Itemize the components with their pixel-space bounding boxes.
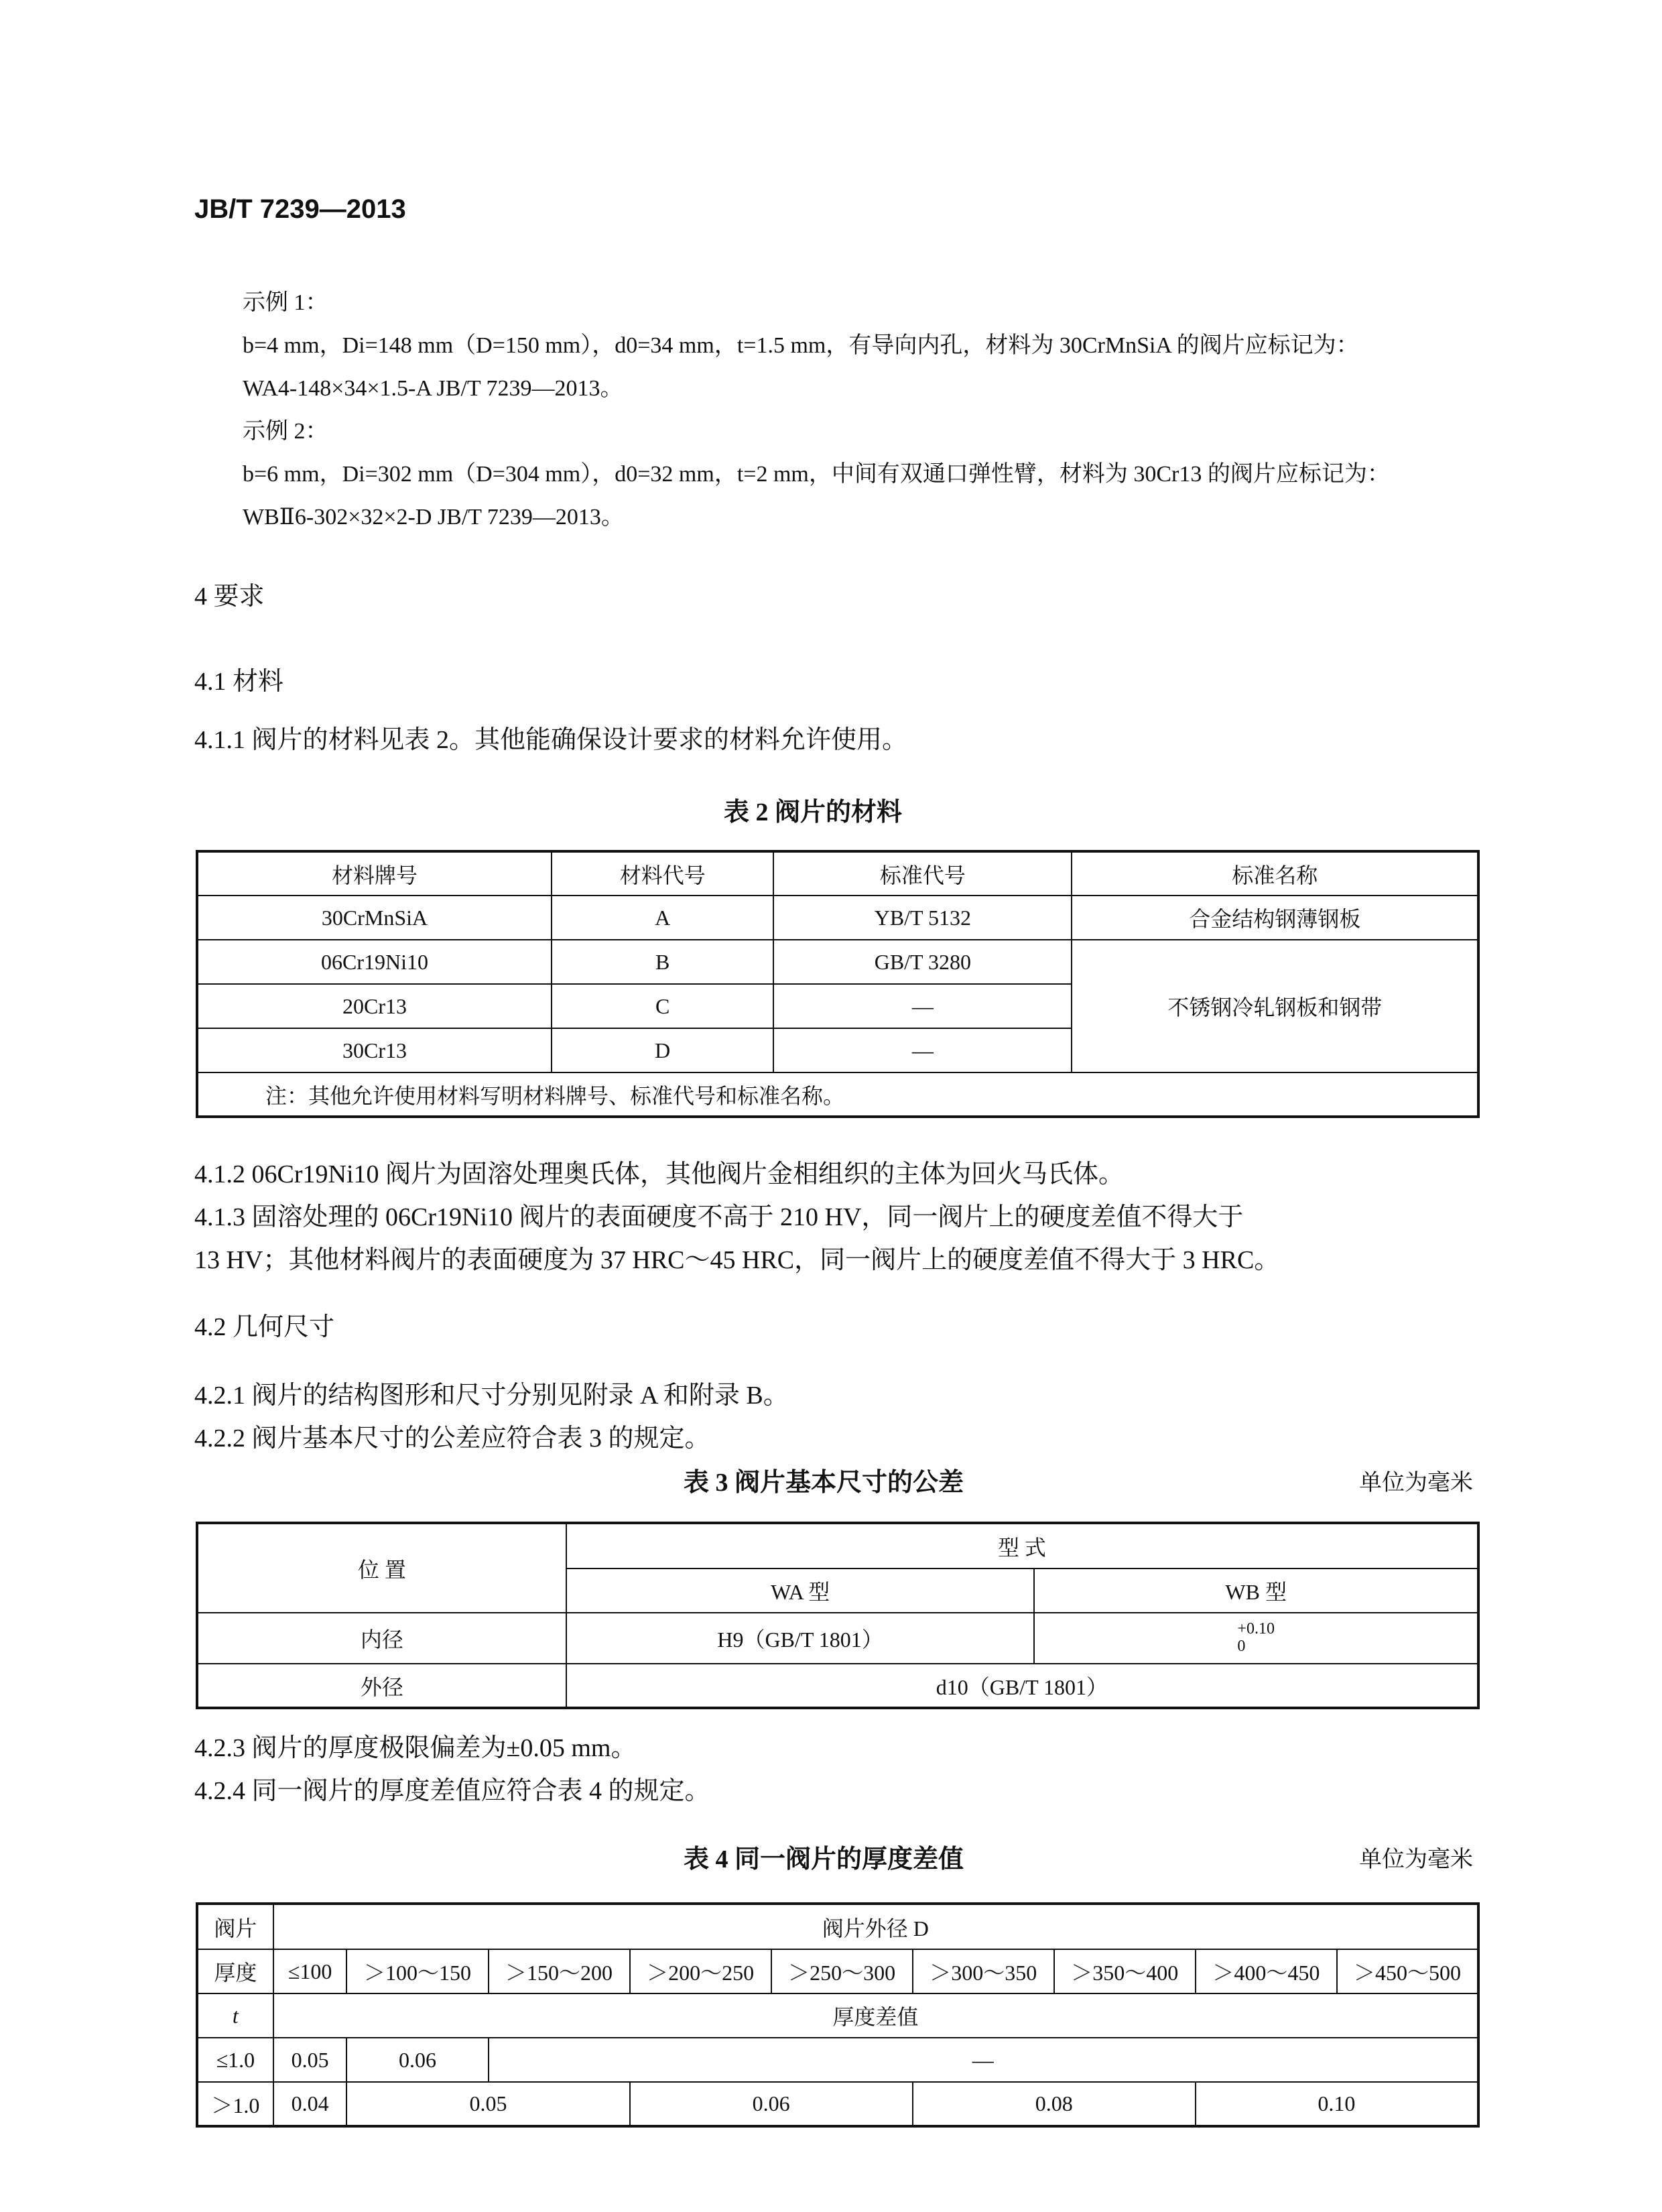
table-4-rowhead-3: t bbox=[197, 1993, 273, 2038]
section-4-1-heading: 4.1 材料 bbox=[194, 668, 284, 696]
table-cell: 外径 bbox=[197, 1664, 566, 1708]
para-4-1-1: 4.1.1 阀片的材料见表 2。其他能确保设计要求的材料允许使用。 bbox=[194, 726, 908, 754]
table-cell: ≤1.0 bbox=[197, 2038, 273, 2082]
table-4-rowhead-1: 阀片 bbox=[197, 1904, 273, 1949]
table-4-rowhead-2: 厚度 bbox=[197, 1949, 273, 1993]
table-cell: d10（GB/T 1801） bbox=[566, 1664, 1478, 1708]
para-4-1-3-line-1: 4.1.3 固溶处理的 06Cr19Ni10 阀片的表面硬度不高于 210 HV，同一阀片上的硬度差值不得大于 bbox=[194, 1203, 1244, 1231]
table-cell: B bbox=[552, 940, 773, 984]
table-cell: — bbox=[773, 1028, 1072, 1072]
range-cell: ≤100 bbox=[273, 1949, 347, 1993]
table-cell: 0.05 bbox=[273, 2038, 347, 2082]
table-3-wa-header: WA 型 bbox=[566, 1569, 1035, 1613]
table-3-wb-header: WB 型 bbox=[1034, 1569, 1478, 1613]
range-cell: ＞200～250 bbox=[630, 1949, 771, 1993]
table-cell: 0.08 bbox=[913, 2082, 1196, 2126]
example-2-label: 示例 2： bbox=[243, 419, 328, 444]
table-3-position-header: 位 置 bbox=[197, 1523, 566, 1613]
table-2 bbox=[196, 850, 1480, 1118]
table-cell: 20Cr13 bbox=[197, 984, 552, 1028]
table-cell: H9（GB/T 1801） bbox=[566, 1613, 1035, 1664]
example-1-line-2: WA4-148×34×1.5-A JB/T 7239—2013。 bbox=[243, 376, 623, 401]
table-cell: 内径 bbox=[197, 1613, 566, 1664]
para-4-2-4: 4.2.4 同一阀片的厚度差值应符合表 4 的规定。 bbox=[194, 1777, 710, 1805]
range-cell: ＞450～500 bbox=[1337, 1949, 1478, 1993]
para-4-1-3-line-2: 13 HV；其他材料阀片的表面硬度为 37 HRC～45 HRC，同一阀片上的硬度差值不得大于 3 HRC。 bbox=[194, 1246, 1280, 1274]
section-4-heading: 4 要求 bbox=[194, 582, 265, 611]
table-cell: 0.05 bbox=[346, 2082, 629, 2126]
table-4-diff-header: 厚度差值 bbox=[273, 1993, 1478, 2038]
table-cell: 30CrMnSiA bbox=[197, 896, 552, 940]
example-1-line-1: b=4 mm，Di=148 mm（D=150 mm），d0=34 mm，t=1.5 mm，有导向内孔，材料为 30CrMnSiA 的阀片应标记为： bbox=[243, 333, 1359, 358]
table-cell: C bbox=[552, 984, 773, 1028]
example-1-label: 示例 1： bbox=[243, 290, 328, 315]
range-cell: ＞300～350 bbox=[913, 1949, 1054, 1993]
table-cell: 不锈钢冷轧钢板和钢带 bbox=[1072, 940, 1478, 1072]
tolerance-stack bbox=[1237, 1620, 1275, 1655]
table-cell: 0.10 bbox=[1196, 2082, 1478, 2126]
table-4-caption: 表 4 同一阀片的厚度差值 bbox=[684, 1845, 964, 1873]
table-row bbox=[197, 2082, 1478, 2126]
section-4-2-heading: 4.2 几何尺寸 bbox=[194, 1313, 335, 1341]
table-4-d-header: 阀片外径 D bbox=[273, 1904, 1478, 1949]
document-id: JB/T 7239—2013 bbox=[194, 194, 406, 224]
range-cell: ＞400～450 bbox=[1196, 1949, 1337, 1993]
table-4-unit: 单位为毫米 bbox=[1359, 1847, 1473, 1872]
table-3 bbox=[196, 1522, 1480, 1709]
range-cell: ＞150～200 bbox=[489, 1949, 630, 1993]
table-cell: 0.04 bbox=[273, 2082, 347, 2126]
table-cell: YB/T 5132 bbox=[773, 896, 1072, 940]
table-cell: 06Cr19Ni10 bbox=[197, 940, 552, 984]
table-cell bbox=[1034, 1613, 1478, 1664]
table-2-header-cell: 标准代号 bbox=[773, 851, 1072, 896]
range-cell: ＞100～150 bbox=[346, 1949, 488, 1993]
table-3-type-header: 型 式 bbox=[566, 1523, 1478, 1569]
examples-block bbox=[243, 282, 1489, 539]
table-2-header-cell: 标准名称 bbox=[1072, 851, 1478, 896]
table-cell: A bbox=[552, 896, 773, 940]
tolerance-upper: +0.10 bbox=[1237, 1620, 1275, 1638]
table-3-unit: 单位为毫米 bbox=[1359, 1471, 1473, 1495]
tolerance-lower: 0 bbox=[1237, 1638, 1246, 1655]
table-cell: — bbox=[489, 2038, 1478, 2082]
table-row bbox=[197, 940, 1478, 984]
table-cell: D bbox=[552, 1028, 773, 1072]
table-3-caption: 表 3 阀片基本尺寸的公差 bbox=[684, 1469, 964, 1497]
table-row bbox=[197, 2038, 1478, 2082]
table-2-note: 注：其他允许使用材料写明材料牌号、标准代号和标准名称。 bbox=[197, 1072, 1478, 1117]
table-cell: 合金结构钢薄钢板 bbox=[1072, 896, 1478, 940]
table-row bbox=[197, 1613, 1478, 1664]
table-4 bbox=[196, 1902, 1480, 2128]
range-cell: ＞350～400 bbox=[1054, 1949, 1196, 1993]
example-2-line-1: b=6 mm，Di=302 mm（D=304 mm），d0=32 mm，t=2 mm，中间有双通口弹性臂，材料为 30Cr13 的阀片应标记为： bbox=[243, 462, 1390, 487]
table-cell: — bbox=[773, 984, 1072, 1028]
para-4-1-2: 4.1.2 06Cr19Ni10 阀片为固溶处理奥氏体，其他阀片金相组织的主体为回火马氏体。 bbox=[194, 1160, 1125, 1188]
range-cell: ＞250～300 bbox=[771, 1949, 913, 1993]
table-cell: 30Cr13 bbox=[197, 1028, 552, 1072]
para-4-2-3: 4.2.3 阀片的厚度极限偏差为±0.05 mm。 bbox=[194, 1734, 637, 1762]
para-4-2-1: 4.2.1 阀片的结构图形和尺寸分别见附录 A 和附录 B。 bbox=[194, 1381, 789, 1410]
table-cell: GB/T 3280 bbox=[773, 940, 1072, 984]
example-2-line-2: WBⅡ6-302×32×2-D JB/T 7239—2013。 bbox=[243, 505, 624, 530]
para-4-2-2: 4.2.2 阀片基本尺寸的公差应符合表 3 的规定。 bbox=[194, 1424, 710, 1453]
table-2-header-cell: 材料代号 bbox=[552, 851, 773, 896]
table-cell: 0.06 bbox=[346, 2038, 488, 2082]
table-cell: 0.06 bbox=[630, 2082, 913, 2126]
table-row bbox=[197, 1664, 1478, 1708]
table-2-caption: 表 2 阀片的材料 bbox=[724, 798, 903, 826]
table-row bbox=[197, 896, 1478, 940]
table-2-header-cell: 材料牌号 bbox=[197, 851, 552, 896]
table-cell: ＞1.0 bbox=[197, 2082, 273, 2126]
